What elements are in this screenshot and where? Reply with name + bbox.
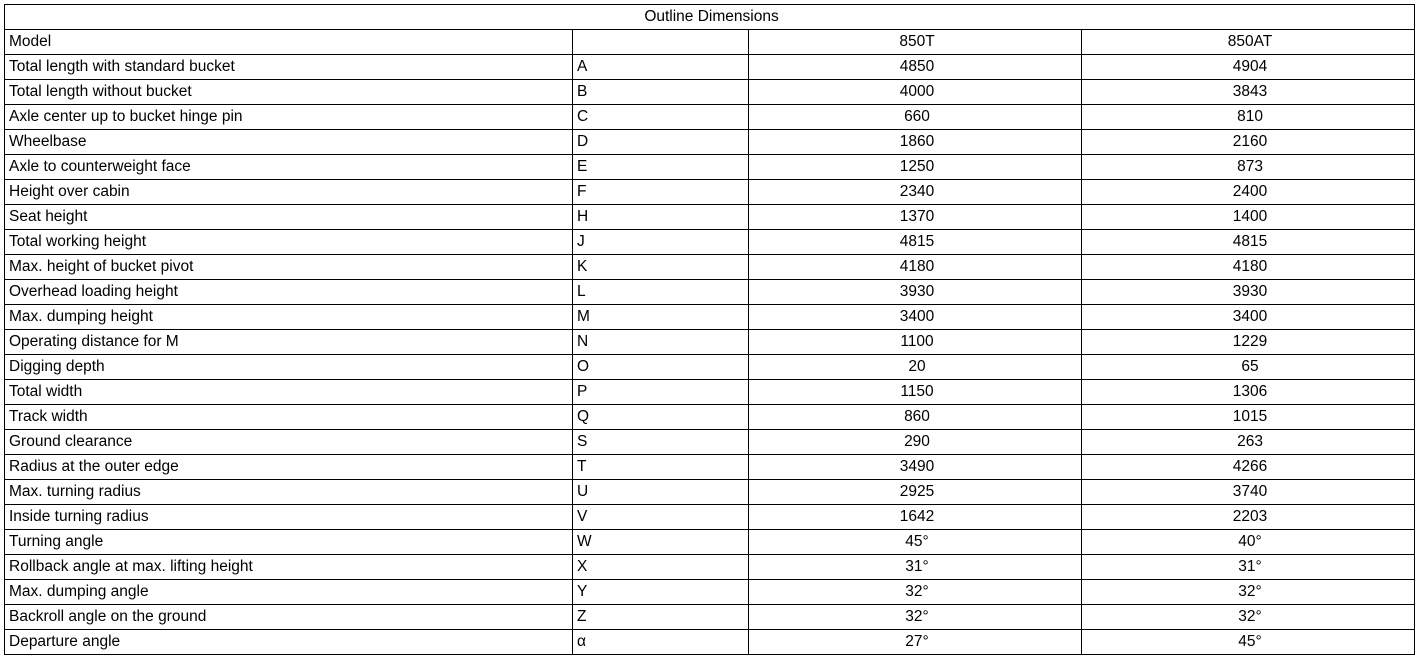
row-letter: S: [573, 430, 749, 455]
row-value-850t: 860: [749, 405, 1082, 430]
row-label: Rollback angle at max. lifting height: [5, 555, 573, 580]
row-letter: W: [573, 530, 749, 555]
row-letter: X: [573, 555, 749, 580]
row-label: Operating distance for M: [5, 330, 573, 355]
row-value-850t: 2925: [749, 480, 1082, 505]
row-label: Wheelbase: [5, 130, 573, 155]
row-value-850t: 27°: [749, 630, 1082, 655]
row-label: Overhead loading height: [5, 280, 573, 305]
row-value-850at: 40°: [1082, 530, 1415, 555]
table-row: [5, 630, 1415, 655]
row-value-850at: 3843: [1082, 80, 1415, 105]
row-letter: O: [573, 355, 749, 380]
table-row: [5, 30, 1415, 55]
row-letter: J: [573, 230, 749, 255]
row-letter: H: [573, 205, 749, 230]
table-row: [5, 555, 1415, 580]
row-label: Departure angle: [5, 630, 573, 655]
document-page: [0, 4, 1420, 650]
row-value-850at: 4904: [1082, 55, 1415, 80]
row-letter: K: [573, 255, 749, 280]
table-row: [5, 230, 1415, 255]
table-row: [5, 180, 1415, 205]
table-row: [5, 530, 1415, 555]
row-letter: Q: [573, 405, 749, 430]
row-value-850at: 873: [1082, 155, 1415, 180]
row-value-850t: 32°: [749, 605, 1082, 630]
row-value-850at: 1015: [1082, 405, 1415, 430]
table-row: [5, 130, 1415, 155]
row-letter: M: [573, 305, 749, 330]
table-row: [5, 280, 1415, 305]
row-label: Max. dumping angle: [5, 580, 573, 605]
row-value-850t: 32°: [749, 580, 1082, 605]
row-value-850t: 1250: [749, 155, 1082, 180]
row-label: Total length without bucket: [5, 80, 573, 105]
row-value-850t: 1370: [749, 205, 1082, 230]
row-value-850t: 4000: [749, 80, 1082, 105]
row-letter: Z: [573, 605, 749, 630]
row-label: Radius at the outer edge: [5, 455, 573, 480]
table-title: Outline Dimensions: [5, 5, 1415, 30]
table-row: [5, 80, 1415, 105]
row-value-850t: 4815: [749, 230, 1082, 255]
row-letter: α: [573, 630, 749, 655]
row-label: Axle center up to bucket hinge pin: [5, 105, 573, 130]
row-value-850at: 3930: [1082, 280, 1415, 305]
row-value-850at: 3400: [1082, 305, 1415, 330]
row-value-850t: 20: [749, 355, 1082, 380]
row-label: Max. turning radius: [5, 480, 573, 505]
row-value-850t: 45°: [749, 530, 1082, 555]
row-letter: C: [573, 105, 749, 130]
row-value-850at: 45°: [1082, 630, 1415, 655]
table-row: [5, 105, 1415, 130]
row-letter: D: [573, 130, 749, 155]
row-value-850at: 2160: [1082, 130, 1415, 155]
row-letter: T: [573, 455, 749, 480]
row-value-850t: 31°: [749, 555, 1082, 580]
row-label: Total length with standard bucket: [5, 55, 573, 80]
table-row: [5, 405, 1415, 430]
row-letter: N: [573, 330, 749, 355]
row-label: Model: [5, 30, 573, 55]
row-letter: A: [573, 55, 749, 80]
row-value-850t: 4180: [749, 255, 1082, 280]
row-label: Max. height of bucket pivot: [5, 255, 573, 280]
table-row: [5, 430, 1415, 455]
table-row: [5, 580, 1415, 605]
row-value-850t: 1642: [749, 505, 1082, 530]
row-value-850at: 2203: [1082, 505, 1415, 530]
row-label: Digging depth: [5, 355, 573, 380]
row-value-850at: 65: [1082, 355, 1415, 380]
table-row: [5, 330, 1415, 355]
row-letter: [573, 30, 749, 55]
row-label: Height over cabin: [5, 180, 573, 205]
row-value-850t: 3930: [749, 280, 1082, 305]
row-value-850at: 3740: [1082, 480, 1415, 505]
row-letter: B: [573, 80, 749, 105]
row-label: Max. dumping height: [5, 305, 573, 330]
row-label: Inside turning radius: [5, 505, 573, 530]
row-value-850at: 4180: [1082, 255, 1415, 280]
table-row: [5, 205, 1415, 230]
table-row: [5, 255, 1415, 280]
row-value-850t: 1150: [749, 380, 1082, 405]
row-letter: Y: [573, 580, 749, 605]
row-value-850t: 1100: [749, 330, 1082, 355]
row-letter: P: [573, 380, 749, 405]
row-letter: L: [573, 280, 749, 305]
table-body: [5, 30, 1415, 655]
row-value-850at: 850AT: [1082, 30, 1415, 55]
table-title-row: [5, 5, 1415, 30]
table-row: [5, 355, 1415, 380]
row-label: Track width: [5, 405, 573, 430]
row-value-850t: 3400: [749, 305, 1082, 330]
row-value-850t: 1860: [749, 130, 1082, 155]
table-row: [5, 380, 1415, 405]
table-row: [5, 480, 1415, 505]
row-value-850at: 4266: [1082, 455, 1415, 480]
row-value-850at: 4815: [1082, 230, 1415, 255]
row-label: Seat height: [5, 205, 573, 230]
row-value-850t: 660: [749, 105, 1082, 130]
row-value-850at: 263: [1082, 430, 1415, 455]
row-value-850t: 4850: [749, 55, 1082, 80]
row-value-850at: 810: [1082, 105, 1415, 130]
row-label: Axle to counterweight face: [5, 155, 573, 180]
row-label: Total working height: [5, 230, 573, 255]
row-letter: E: [573, 155, 749, 180]
row-value-850at: 1306: [1082, 380, 1415, 405]
row-value-850t: 2340: [749, 180, 1082, 205]
row-value-850at: 31°: [1082, 555, 1415, 580]
row-value-850t: 3490: [749, 455, 1082, 480]
row-label: Backroll angle on the ground: [5, 605, 573, 630]
outline-dimensions-table: [4, 4, 1415, 655]
row-label: Total width: [5, 380, 573, 405]
row-value-850t: 290: [749, 430, 1082, 455]
row-label: Turning angle: [5, 530, 573, 555]
row-value-850at: 1229: [1082, 330, 1415, 355]
row-value-850at: 1400: [1082, 205, 1415, 230]
row-letter: V: [573, 505, 749, 530]
row-letter: U: [573, 480, 749, 505]
table-row: [5, 155, 1415, 180]
row-value-850at: 32°: [1082, 605, 1415, 630]
table-row: [5, 455, 1415, 480]
table-row: [5, 55, 1415, 80]
row-value-850at: 32°: [1082, 580, 1415, 605]
table-row: [5, 605, 1415, 630]
row-letter: F: [573, 180, 749, 205]
row-value-850t: 850T: [749, 30, 1082, 55]
table-row: [5, 305, 1415, 330]
table-row: [5, 505, 1415, 530]
row-label: Ground clearance: [5, 430, 573, 455]
row-value-850at: 2400: [1082, 180, 1415, 205]
